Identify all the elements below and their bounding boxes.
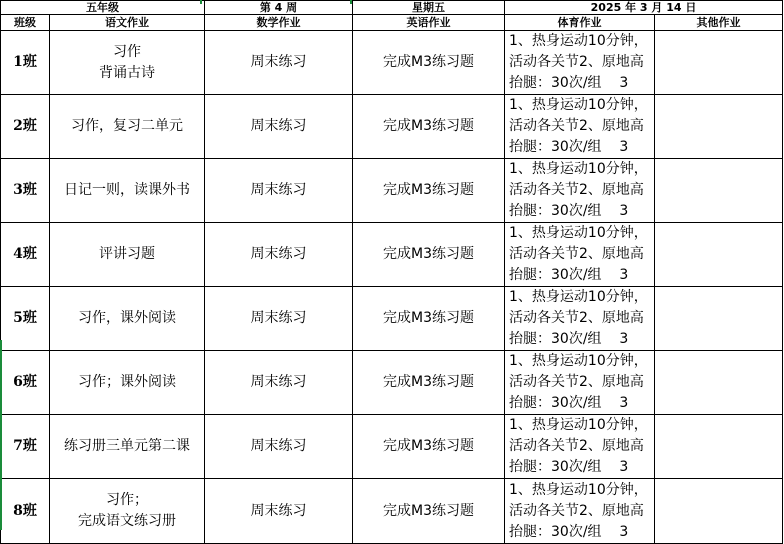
math-homework-cell[interactable]: 周末练习	[205, 223, 353, 287]
column-header-row	[1, 15, 783, 31]
col-header-english[interactable]: 英语作业	[353, 15, 505, 31]
pe-homework-line: 抬腿：30次/组 3	[509, 459, 629, 475]
pe-homework-line: 抬腿：30次/组 3	[509, 75, 629, 91]
pe-homework-line: 1、热身运动10分钟，	[509, 481, 648, 498]
pe-homework-line: 抬腿：30次/组 3	[509, 267, 629, 283]
pe-homework-cell[interactable]	[505, 31, 655, 95]
col-header-other[interactable]: 其他作业	[655, 15, 783, 31]
pe-homework-line: 1、热身运动10分钟，	[509, 353, 648, 369]
math-homework-cell[interactable]: 周末练习	[205, 351, 353, 415]
pe-homework-line: 1、热身运动10分钟，	[509, 33, 648, 49]
selection-marker	[350, 0, 352, 4]
chinese-homework-cell[interactable]	[50, 31, 205, 95]
pe-homework-line: 活动各关节2、原地高	[509, 438, 644, 454]
pe-homework-line: 活动各关节2、原地高	[509, 374, 644, 390]
chinese-homework-cell[interactable]	[50, 223, 205, 287]
pe-homework-line: 1、热身运动10分钟，	[509, 417, 648, 433]
chinese-homework-line: 完成语文练习册	[78, 513, 176, 529]
pe-homework-line: 活动各关节2、原地高	[509, 118, 644, 134]
chinese-homework-cell[interactable]	[50, 287, 205, 351]
class-name-cell[interactable]: 8班	[1, 479, 50, 544]
english-homework-cell[interactable]: 完成M3练习题	[353, 31, 505, 95]
other-homework-cell[interactable]	[655, 287, 783, 351]
chinese-homework-line: 习作，课外阅读	[78, 310, 176, 326]
pe-homework-line: 活动各关节2、原地高	[509, 54, 644, 70]
pe-homework-line: 1、热身运动10分钟，	[509, 161, 648, 177]
pe-homework-line: 活动各关节2、原地高	[509, 246, 644, 262]
class-name-cell[interactable]: 1班	[1, 31, 50, 95]
table-row	[1, 479, 783, 544]
class-name-cell[interactable]: 5班	[1, 287, 50, 351]
week-cell[interactable]: 第 4 周	[205, 1, 353, 15]
chinese-homework-line: 练习册三单元第二课	[64, 438, 190, 454]
english-homework-cell[interactable]: 完成M3练习题	[353, 223, 505, 287]
other-homework-cell[interactable]	[655, 479, 783, 544]
english-homework-cell[interactable]: 完成M3练习题	[353, 159, 505, 223]
english-homework-cell[interactable]: 完成M3练习题	[353, 351, 505, 415]
pe-homework-line: 抬腿：30次/组 3	[509, 203, 629, 219]
math-homework-cell[interactable]: 周末练习	[205, 31, 353, 95]
selection-marker	[200, 0, 202, 4]
pe-homework-line: 抬腿：30次/组 3	[509, 331, 629, 347]
table-row	[1, 351, 783, 415]
math-homework-cell[interactable]: 周末练习	[205, 479, 353, 544]
pe-homework-cell[interactable]	[505, 223, 655, 287]
pe-homework-line: 抬腿：30次/组 3	[509, 139, 629, 155]
table-row	[1, 31, 783, 95]
other-homework-cell[interactable]	[655, 31, 783, 95]
pe-homework-cell[interactable]	[505, 159, 655, 223]
other-homework-cell[interactable]	[655, 351, 783, 415]
chinese-homework-line: 习作；课外阅读	[78, 374, 176, 390]
chinese-homework-line: 背诵古诗	[99, 64, 155, 81]
chinese-homework-line: 日记一则，读课外书	[64, 182, 190, 198]
class-name-cell[interactable]: 3班	[1, 159, 50, 223]
chinese-homework-cell[interactable]	[50, 351, 205, 415]
pe-homework-line: 活动各关节2、原地高	[509, 182, 644, 198]
pe-homework-cell[interactable]	[505, 479, 655, 544]
table-row	[1, 159, 783, 223]
class-name-cell[interactable]: 2班	[1, 95, 50, 159]
other-homework-cell[interactable]	[655, 159, 783, 223]
english-homework-cell[interactable]: 完成M3练习题	[353, 415, 505, 479]
pe-homework-line: 抬腿：30次/组 3	[509, 395, 629, 411]
chinese-homework-cell[interactable]	[50, 479, 205, 544]
title-row	[1, 1, 783, 15]
pe-homework-line: 活动各关节2、原地高	[509, 502, 644, 519]
weekday-cell[interactable]: 星期五	[353, 1, 505, 15]
other-homework-cell[interactable]	[655, 415, 783, 479]
english-homework-cell[interactable]: 完成M3练习题	[353, 479, 505, 544]
english-homework-cell[interactable]: 完成M3练习题	[353, 287, 505, 351]
pe-homework-cell[interactable]	[505, 287, 655, 351]
pe-homework-cell[interactable]	[505, 95, 655, 159]
table-body	[1, 31, 783, 544]
col-header-math[interactable]: 数学作业	[205, 15, 353, 31]
grade-cell[interactable]: 五年级	[1, 1, 205, 15]
chinese-homework-line: 习作	[113, 43, 141, 60]
table-row	[1, 223, 783, 287]
chinese-homework-line: 习作，复习二单元	[71, 118, 183, 134]
math-homework-cell[interactable]: 周末练习	[205, 415, 353, 479]
selection-marker	[0, 340, 2, 530]
pe-homework-line: 抬腿：30次/组 3	[509, 523, 629, 540]
class-name-cell[interactable]: 7班	[1, 415, 50, 479]
class-name-cell[interactable]: 6班	[1, 351, 50, 415]
pe-homework-line: 活动各关节2、原地高	[509, 310, 644, 326]
col-header-class[interactable]: 班级	[1, 15, 50, 31]
date-cell[interactable]: 2025 年 3 月 14 日	[505, 1, 783, 15]
other-homework-cell[interactable]	[655, 95, 783, 159]
pe-homework-cell[interactable]	[505, 351, 655, 415]
math-homework-cell[interactable]: 周末练习	[205, 95, 353, 159]
table-row	[1, 415, 783, 479]
chinese-homework-cell[interactable]	[50, 415, 205, 479]
class-name-cell[interactable]: 4班	[1, 223, 50, 287]
other-homework-cell[interactable]	[655, 223, 783, 287]
english-homework-cell[interactable]: 完成M3练习题	[353, 95, 505, 159]
col-header-pe[interactable]: 体育作业	[505, 15, 655, 31]
table-row	[1, 287, 783, 351]
math-homework-cell[interactable]: 周末练习	[205, 159, 353, 223]
math-homework-cell[interactable]: 周末练习	[205, 287, 353, 351]
chinese-homework-cell[interactable]	[50, 95, 205, 159]
pe-homework-line: 1、热身运动10分钟，	[509, 289, 648, 305]
pe-homework-line: 1、热身运动10分钟，	[509, 225, 648, 241]
pe-homework-line: 1、热身运动10分钟，	[509, 97, 648, 113]
pe-homework-cell[interactable]	[505, 415, 655, 479]
chinese-homework-line: 评讲习题	[99, 246, 155, 262]
chinese-homework-cell[interactable]	[50, 159, 205, 223]
col-header-chinese[interactable]: 语文作业	[50, 15, 205, 31]
table-row	[1, 95, 783, 159]
chinese-homework-line: 习作；	[106, 492, 148, 508]
